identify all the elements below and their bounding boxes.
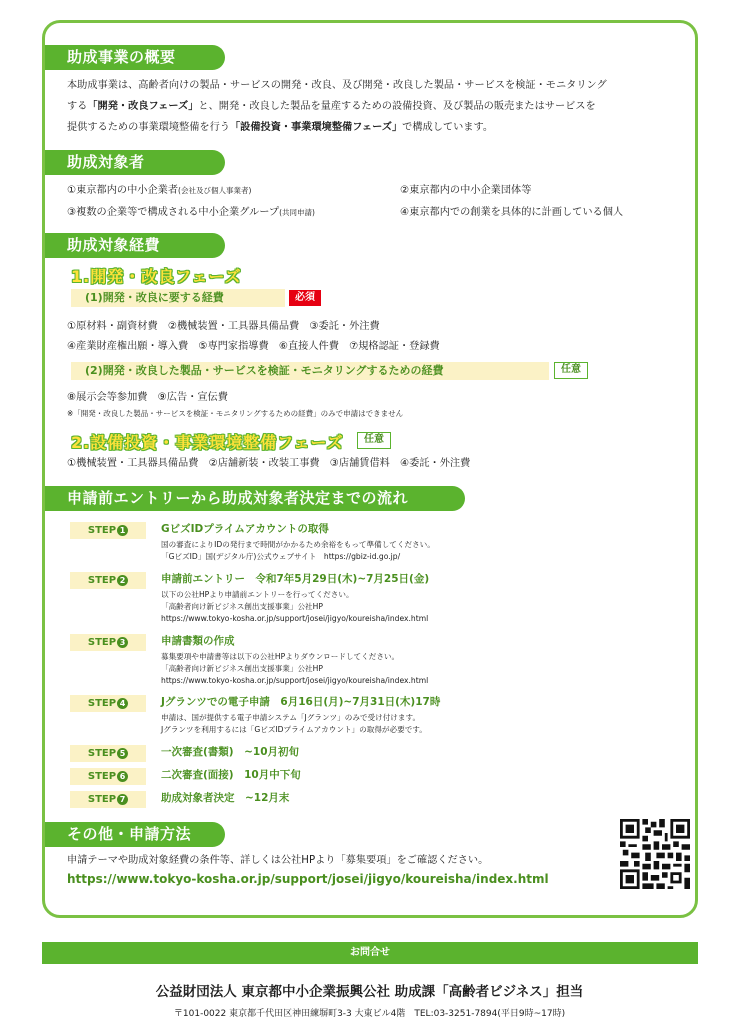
other-url-link[interactable]: https://www.tokyo-kosha.or.jp/support/josei/jigyo/koureisha/index.html [67,872,549,886]
contact-heading: お問合せ [42,942,698,964]
sub-1-band: (1)開発・改良に要する経費 [71,289,285,307]
step-5-title: 一次審査(書類) ~10月初旬 [161,746,300,758]
step-1-desc-2: 「GビズID」国(デジタル庁)公式ウェブサイト https://gbiz-id.go.jp/ [161,552,401,561]
step-2-badge: STEP 2 [70,572,146,589]
step-4-desc-1: 申請は、国が提供する電子申請システム「Jグランツ」のみで受け付けます。 [161,713,421,722]
target-1: ①東京都内の中小企業者(会社及び個人事業者) [67,185,252,196]
step-3-badge: STEP 3 [70,634,146,651]
target-3: ③複数の企業等で構成される中小企業グループ(共同申請) [67,207,315,218]
info-card [42,20,698,918]
target-4: ④東京都内での創業を具体的に計画している個人 [400,207,624,218]
step-3-desc-1: 募集要項や申請書等は以下の公社HPよりダウンロードしてください。 [161,652,400,661]
step-6-badge: STEP 6 [70,768,146,785]
phase-2-title: 2.設備投資・事業環境整備フェーズ [71,433,344,452]
step-4-title: Jグランツでの電子申請 6月16日(月)~7月31日(木)17時 [161,696,441,708]
required-badge: 必須 [289,290,321,306]
optional-badge: 任意 [554,362,588,379]
expenses-heading: 助成対象経費 [45,233,225,258]
other-text: 申請テーマや助成対象経費の条件等、詳しくは公社HPより「募集要項」をご確認ください。 [67,855,489,866]
sub-2-band: (2)開発・改良した製品・サービスを検証・モニタリングするための経費 [71,362,549,380]
phase-2-optional-badge: 任意 [357,432,391,449]
step-6-title: 二次審査(面接) 10月中下旬 [161,769,301,781]
step-3-desc-2: 「高齢者向け新ビジネス創出支援事業」公社HP [161,664,323,673]
sub-2-row-1: ⑧展示会等参加費 ⑨広告・宣伝費 [67,392,228,403]
contact-address: 〒101-0022 東京都千代田区神田練塀町3-3 大東ビル4階 TEL:03-3251-7894(平日9時~17時) [173,1009,566,1019]
step-1-badge: STEP 1 [70,522,146,539]
sub-1-row-2: ④産業財産権出願・導入費 ⑤専門家指導費 ⑥直接人件費 ⑦規格認証・登録費 [67,341,440,352]
target-2: ②東京都内の中小企業団体等 [400,185,532,196]
step-1-desc-1: 国の審査によりIDの発行まで時間がかかるため余裕をもって準備してください。 [161,540,435,549]
other-heading: その他・申請方法 [45,822,225,847]
step-2-desc-1: 以下の公社HPより申請前エントリーを行ってください。 [161,590,354,599]
phase-1-title: 1.開発・改良フェーズ [71,267,242,286]
step-3-title: 申請書類の作成 [161,635,235,647]
phase-2-row: ①機械装置・工具器具備品費 ②店舗新装・改装工事費 ③店舗賃借料 ④委託・外注費 [67,458,471,469]
step-4-desc-2: Jグランツを利用するには「GビズIDプライムアカウント」の取得が必要です。 [161,725,427,734]
sub-2-note: ※「開発・改良した製品・サービスを検証・モニタリングするための経費」のみで申請はできません [67,409,404,418]
overview-line-1: 本助成事業は、高齢者向けの製品・サービスの開発・改良、及び開発・改良した製品・サービスを検証・モニタリング [67,80,607,91]
overview-heading: 助成事業の概要 [45,45,225,70]
step-1-title: GビズIDプライムアカウントの取得 [161,523,329,535]
overview-line-3: 提供するための事業環境整備を行う「設備投資・事業環境整備フェーズ」で構成しています。 [67,122,494,133]
step-2-desc-3[interactable]: https://www.tokyo-kosha.or.jp/support/josei/jigyo/koureisha/index.html [161,614,429,623]
step-7-title: 助成対象者決定 ~12月末 [161,792,290,804]
overview-line-2: する「開発・改良フェーズ」と、開発・改良した製品を量産するための設備投資、及び製品の販売またはサービスを [67,101,596,112]
step-2-title: 申請前エントリー 令和7年5月29日(木)~7月25日(金) [161,573,430,585]
step-5-badge: STEP 5 [70,745,146,762]
qr-code-icon [620,819,690,889]
step-3-desc-3[interactable]: https://www.tokyo-kosha.or.jp/support/josei/jigyo/koureisha/index.html [161,676,429,685]
flow-heading: 申請前エントリーから助成対象者決定までの流れ [45,486,465,511]
step-4-badge: STEP 4 [70,695,146,712]
contact-org: 公益財団法人 東京都中小企業振興公社 助成課「高齢者ビジネス」担当 [155,984,584,1000]
step-7-badge: STEP 7 [70,791,146,808]
sub-1-row-1: ①原材料・副資材費 ②機械装置・工具器具備品費 ③委託・外注費 [67,321,380,332]
step-2-desc-2: 「高齢者向け新ビジネス創出支援事業」公社HP [161,602,323,611]
targets-heading: 助成対象者 [45,150,225,175]
